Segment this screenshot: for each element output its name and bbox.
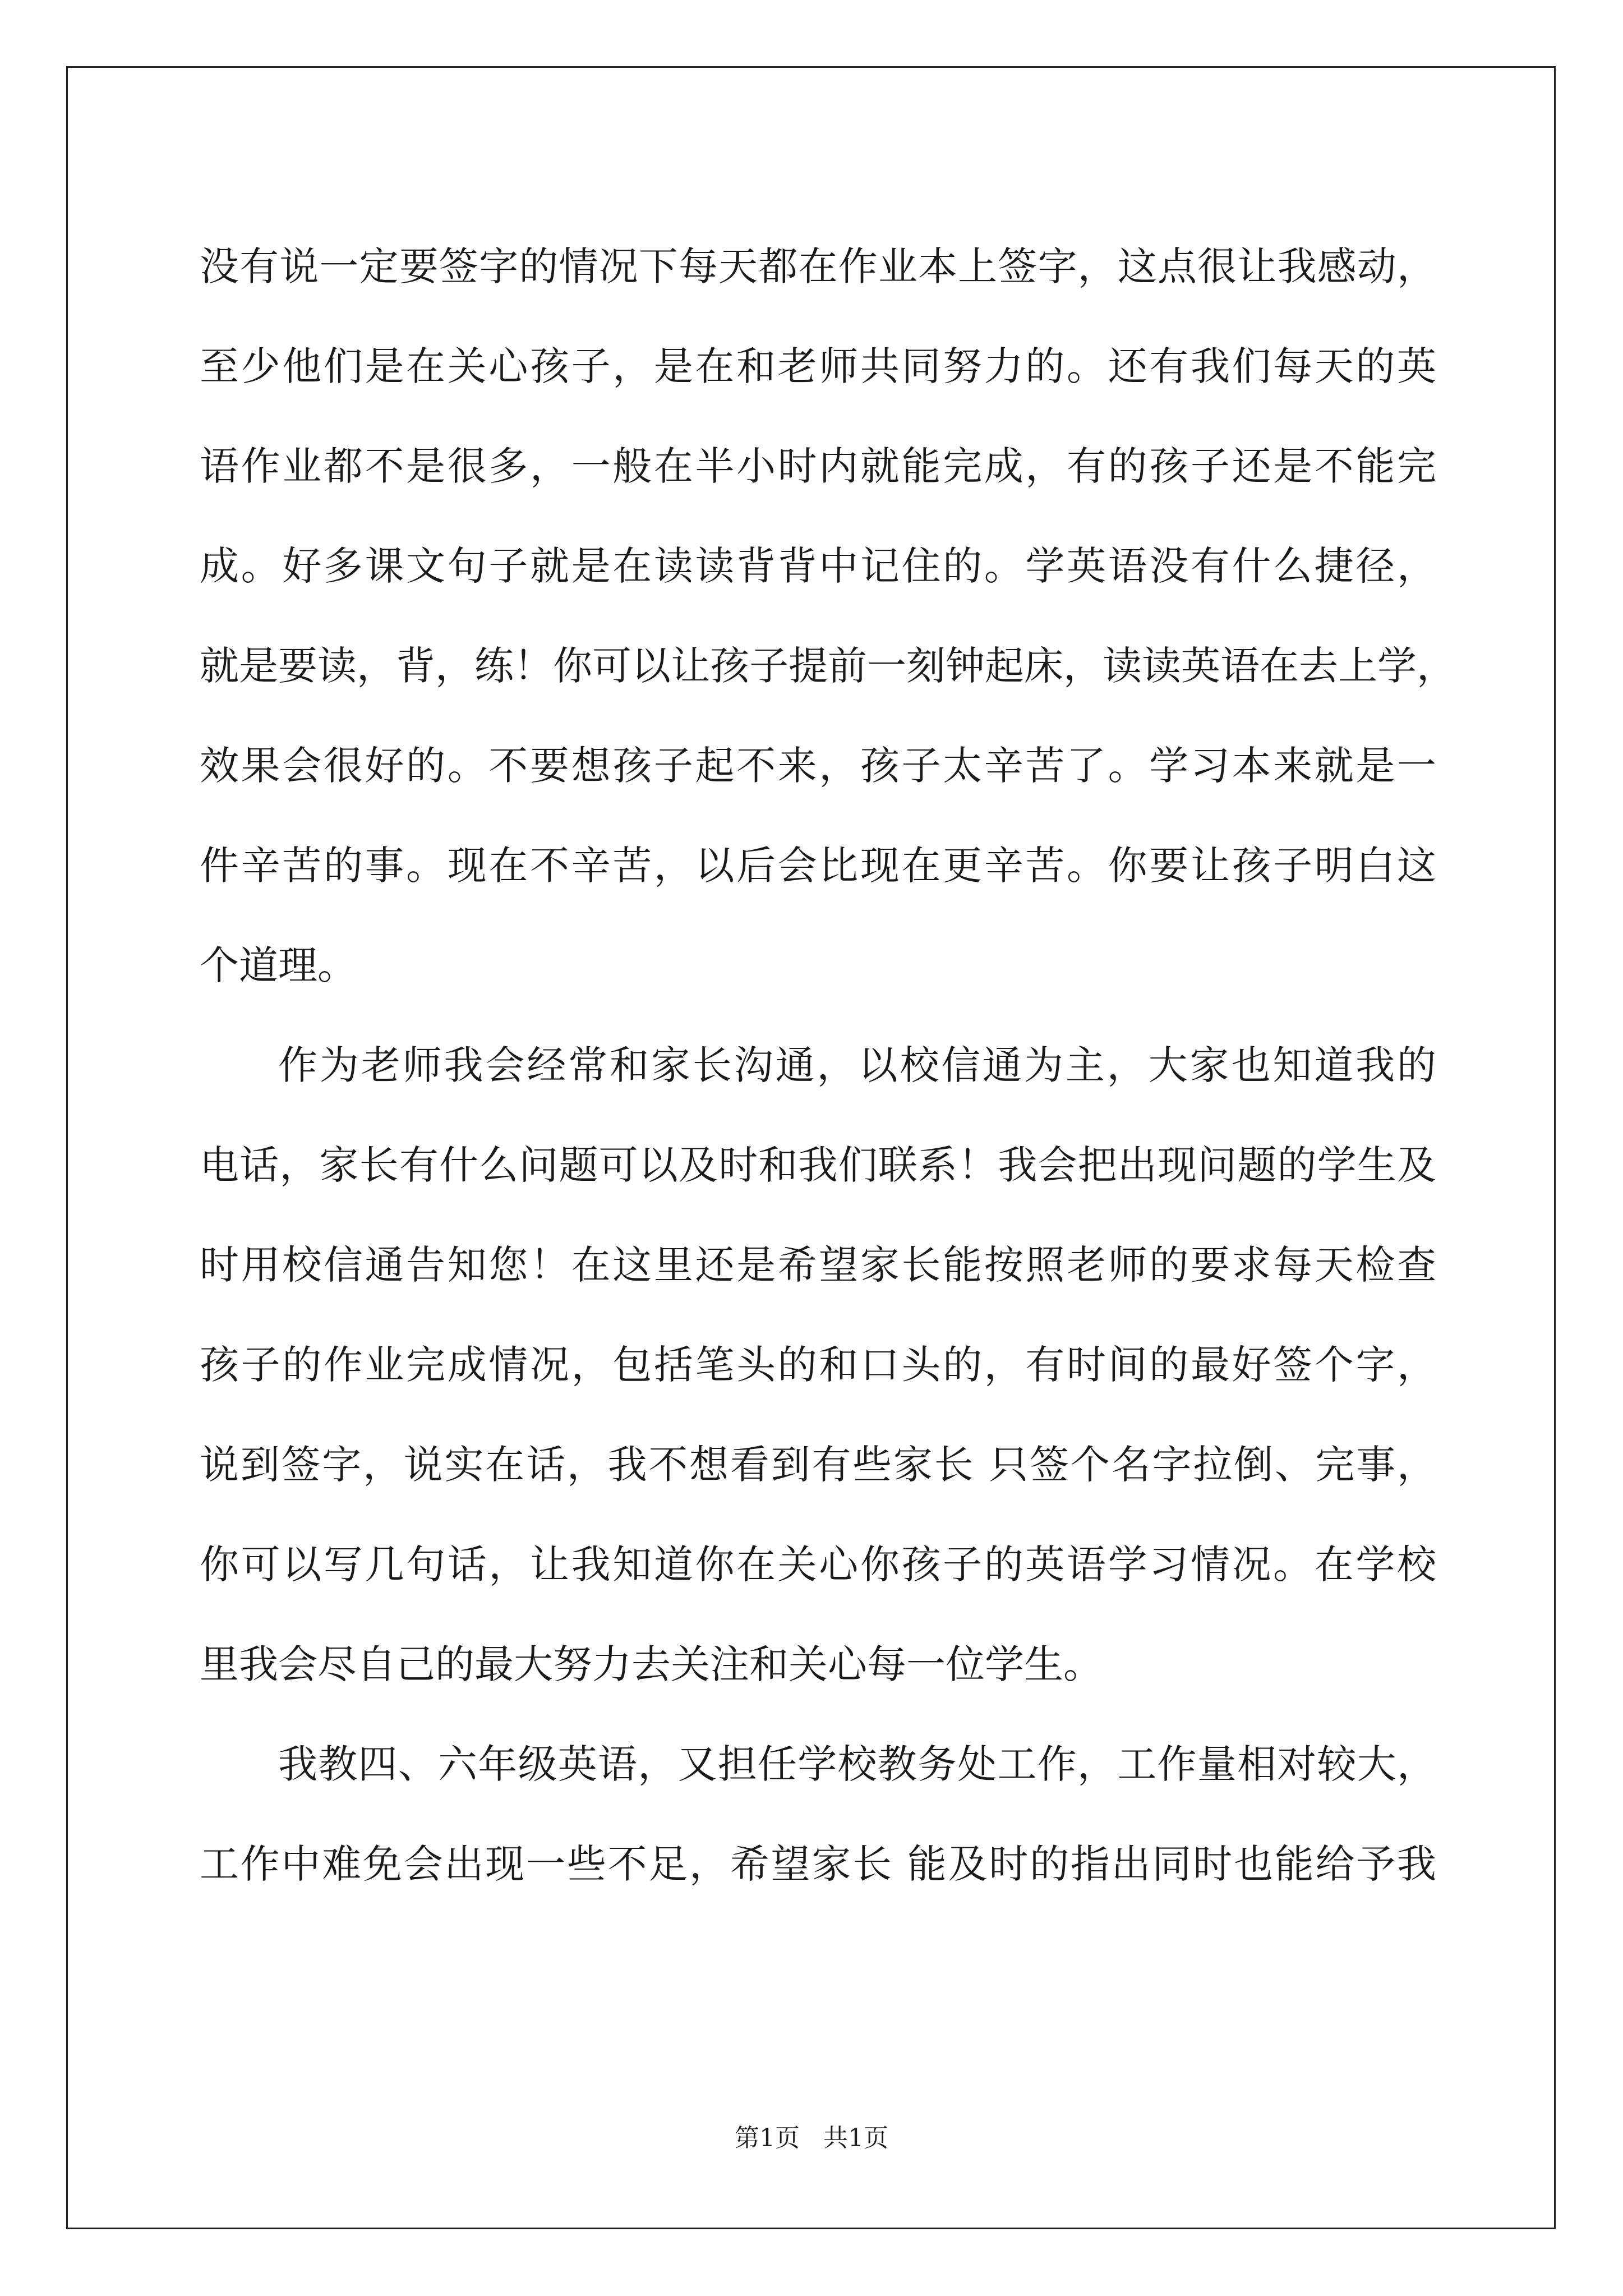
text-line: 电话，家长有什么问题可以及时和我们联系！我会把出现问题的学生及: [200, 1142, 1436, 1188]
text-line: 时用校信通告知您！在这里还是希望家长能按照老师的要求每天检查: [200, 1242, 1436, 1288]
text-line: 里我会尽自己的最大努力去关注和关心每一位学生。: [200, 1641, 1103, 1687]
text-line: 就是要读，背，练！你可以让孩子提前一刻钟起床，读读英语在去上学，: [200, 643, 1456, 689]
document-body: [200, 217, 1456, 1914]
text-line: 说到签字，说实在话，我不想看到有些家长 只签个名字拉倒、完事，: [200, 1442, 1436, 1488]
text-line: 至少他们是在关心孩子，是在和老师共同努力的。还有我们每天的英: [200, 343, 1436, 389]
text-line: 个道理。: [200, 942, 357, 988]
text-line: 没有说一定要签字的情况下每天都在作业本上签字，这点很让我感动，: [200, 243, 1436, 289]
paragraph-first-line: 作为老师我会经常和家长沟通，以校信通为主，大家也知道我的: [278, 1042, 1436, 1088]
text-line: 成。好多课文句子就是在读读背背中记住的。学英语没有什么捷径，: [200, 543, 1436, 589]
text-line: 效果会很好的。不要想孩子起不来，孩子太辛苦了。学习本来就是一: [200, 743, 1436, 789]
text-line: 件辛苦的事。现在不辛苦，以后会比现在更辛苦。你要让孩子明白这: [200, 843, 1436, 889]
paragraph-first-line: 我教四、六年级英语，又担任学校教务处工作，工作量相对较大，: [278, 1741, 1436, 1787]
page-number: 第1页 共1页: [735, 2124, 888, 2152]
text-line: 孩子的作业完成情况，包括笔头的和口头的，有时间的最好签个字，: [200, 1342, 1436, 1388]
text-line: 语作业都不是很多，一般在半小时内就能完成，有的孩子还是不能完: [200, 443, 1436, 489]
text-line: 工作中难免会出现一些不足，希望家长 能及时的指出同时也能给予我: [200, 1841, 1436, 1887]
text-line: 你可以写几句话，让我知道你在关心你孩子的英语学习情况。在学校: [200, 1542, 1436, 1588]
